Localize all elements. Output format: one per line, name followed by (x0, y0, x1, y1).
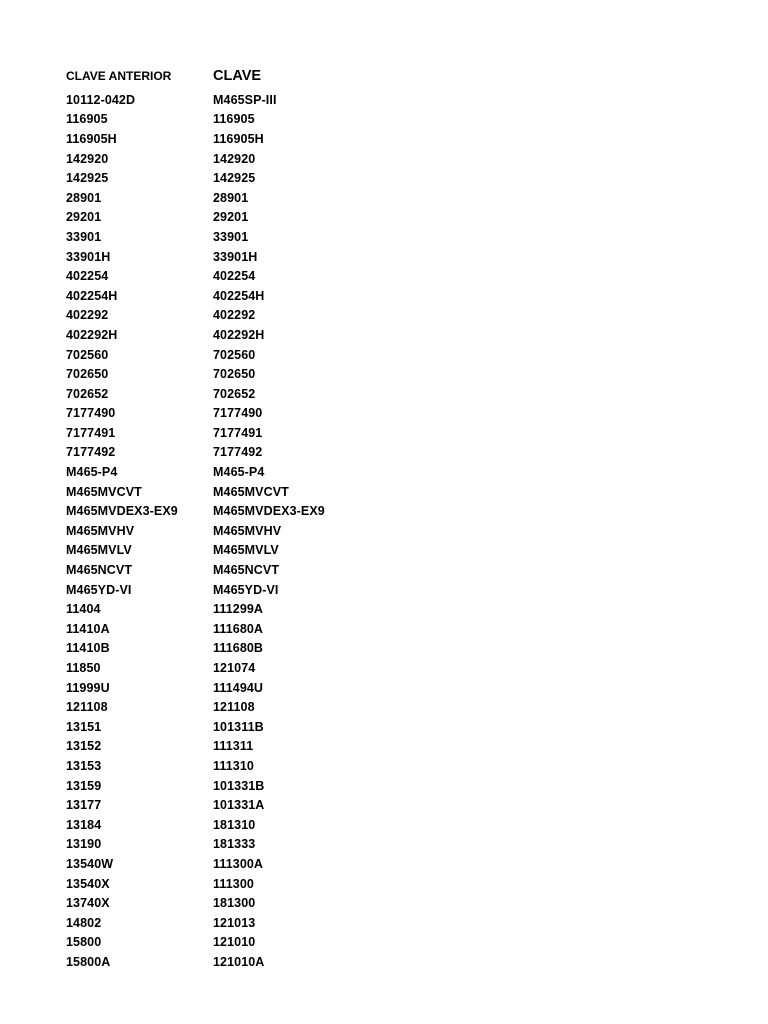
old-key-cell: 142925 (66, 171, 109, 186)
old-key-cell: 11410B (66, 641, 110, 656)
table-row (66, 90, 706, 110)
old-key-cell: 28901 (66, 190, 102, 205)
key-cross-reference-table (66, 68, 706, 972)
table-row (66, 247, 706, 267)
old-key-cell: 11404 (66, 602, 101, 617)
old-key-cell: 13151 (66, 719, 102, 734)
table-row (66, 188, 706, 208)
table-row (66, 286, 706, 306)
table-row (66, 599, 706, 619)
key-cell: M465MVCVT (213, 484, 289, 499)
key-column-header: CLAVE (213, 68, 262, 84)
key-cell: 121010 (213, 935, 256, 950)
old-key-cell: 13540X (66, 876, 110, 891)
key-cell: 101311B (213, 719, 264, 734)
table-row (66, 560, 706, 580)
table-row (66, 893, 706, 913)
old-key-cell: 13190 (66, 837, 102, 852)
key-cell: 7177490 (213, 406, 263, 421)
key-cell: 402292 (213, 308, 256, 323)
key-cell: M465NCVT (213, 563, 280, 578)
key-cell: 111300A (213, 856, 264, 871)
old-key-cell: M465NCVT (66, 563, 133, 578)
old-key-cell: 14802 (66, 915, 102, 930)
key-cell: 101331A (213, 798, 265, 813)
key-cell: 142920 (213, 151, 256, 166)
table-row (66, 639, 706, 659)
old-key-column-header: CLAVE ANTERIOR (66, 69, 172, 83)
table-row (66, 835, 706, 855)
table-body (66, 90, 706, 972)
table-row (66, 443, 706, 463)
key-cell: 111299A (213, 602, 264, 617)
table-row (66, 501, 706, 521)
old-key-cell: M465MVLV (66, 543, 132, 558)
old-key-cell: 7177492 (66, 445, 116, 460)
key-cell: 181300 (213, 896, 256, 911)
key-cell: 181333 (213, 837, 256, 852)
old-key-cell: M465YD-VI (66, 582, 132, 597)
table-row (66, 952, 706, 972)
old-key-cell: 13740X (66, 896, 110, 911)
old-key-cell: 33901H (66, 249, 111, 264)
old-key-cell: 13152 (66, 739, 102, 754)
old-key-cell: 7177490 (66, 406, 116, 421)
key-cell: 402254 (213, 269, 256, 284)
table-row (66, 874, 706, 894)
key-cell: M465SP-III (213, 92, 277, 107)
key-cell: M465MVLV (213, 543, 279, 558)
old-key-cell: 402292H (66, 327, 118, 342)
key-cell: 702560 (213, 347, 256, 362)
key-cell: 402292H (213, 327, 265, 342)
old-key-cell: 116905H (66, 131, 117, 146)
old-key-cell: 702650 (66, 367, 109, 382)
table-row (66, 737, 706, 757)
key-cell: 7177491 (213, 425, 263, 440)
key-cell: 111680A (213, 621, 264, 636)
old-key-cell: 13184 (66, 817, 102, 832)
old-key-cell: 702652 (66, 386, 109, 401)
key-cell: 7177492 (213, 445, 263, 460)
old-key-cell: M465-P4 (66, 465, 118, 480)
table-row (66, 482, 706, 502)
key-cell: 111311 (213, 739, 254, 754)
key-cell: 111300 (213, 876, 254, 891)
table-row (66, 266, 706, 286)
table-row (66, 913, 706, 933)
old-key-cell: 13153 (66, 758, 102, 773)
key-cell: 28901 (213, 190, 249, 205)
table-row (66, 619, 706, 639)
table-row (66, 404, 706, 424)
table-row (66, 580, 706, 600)
old-key-cell: 116905 (66, 112, 108, 127)
table-row (66, 521, 706, 541)
old-key-cell: 33901 (66, 229, 102, 244)
old-key-cell: 142920 (66, 151, 109, 166)
table-row (66, 364, 706, 384)
old-key-cell: 11850 (66, 661, 101, 676)
key-cell: 702652 (213, 386, 256, 401)
table-row (66, 776, 706, 796)
old-key-cell: 7177491 (66, 425, 116, 440)
old-key-cell: M465MVHV (66, 523, 135, 538)
key-cell: 111680B (213, 641, 264, 656)
table-row (66, 541, 706, 561)
table-row (66, 129, 706, 149)
key-cell: 142925 (213, 171, 256, 186)
table-row (66, 933, 706, 953)
table-row (66, 462, 706, 482)
key-cell: 121074 (213, 661, 256, 676)
table-row (66, 306, 706, 326)
old-key-cell: 13159 (66, 778, 102, 793)
old-key-cell: 15800A (66, 954, 111, 969)
table-row (66, 658, 706, 678)
old-key-cell: M465MVCVT (66, 484, 142, 499)
table-row (66, 815, 706, 835)
key-cell: 29201 (213, 210, 249, 225)
key-cell: M465MVDEX3-EX9 (213, 504, 325, 519)
table-row (66, 345, 706, 365)
old-key-cell: 402254 (66, 269, 109, 284)
key-cell: 116905 (213, 112, 255, 127)
key-cell: 111494U (213, 680, 264, 695)
old-key-cell: 13540W (66, 856, 114, 871)
old-key-cell: 29201 (66, 210, 102, 225)
key-cell: 33901H (213, 249, 258, 264)
key-cell: 402254H (213, 288, 265, 303)
table-row (66, 854, 706, 874)
table-row (66, 325, 706, 345)
old-key-cell: 11999U (66, 680, 110, 695)
table-row (66, 227, 706, 247)
table-row (66, 208, 706, 228)
old-key-cell: 13177 (66, 798, 102, 813)
key-cell: 116905H (213, 131, 264, 146)
key-cell: M465MVHV (213, 523, 282, 538)
old-key-cell: 702560 (66, 347, 109, 362)
old-key-cell: 121108 (66, 700, 108, 715)
key-cell: 101331B (213, 778, 265, 793)
old-key-cell: M465MVDEX3-EX9 (66, 504, 178, 519)
key-cell: M465-P4 (213, 465, 265, 480)
old-key-cell: 15800 (66, 935, 102, 950)
table-row (66, 384, 706, 404)
old-key-cell: 402292 (66, 308, 109, 323)
old-key-cell: 11410A (66, 621, 110, 636)
table-row (66, 697, 706, 717)
key-cell: 121108 (213, 700, 255, 715)
table-row (66, 423, 706, 443)
old-key-cell: 402254H (66, 288, 118, 303)
key-cell: 702650 (213, 367, 256, 382)
key-cell: 121010A (213, 954, 265, 969)
table-header (66, 68, 706, 90)
table-row (66, 756, 706, 776)
table-row (66, 795, 706, 815)
key-cell: 181310 (213, 817, 256, 832)
key-cell: 111310 (213, 758, 254, 773)
key-cell: M465YD-VI (213, 582, 279, 597)
table-row (66, 110, 706, 130)
table-row (66, 168, 706, 188)
table-row (66, 717, 706, 737)
key-cell: 33901 (213, 229, 249, 244)
table-row (66, 149, 706, 169)
table-row (66, 678, 706, 698)
key-cell: 121013 (213, 915, 256, 930)
old-key-cell: 10112-042D (66, 92, 136, 107)
